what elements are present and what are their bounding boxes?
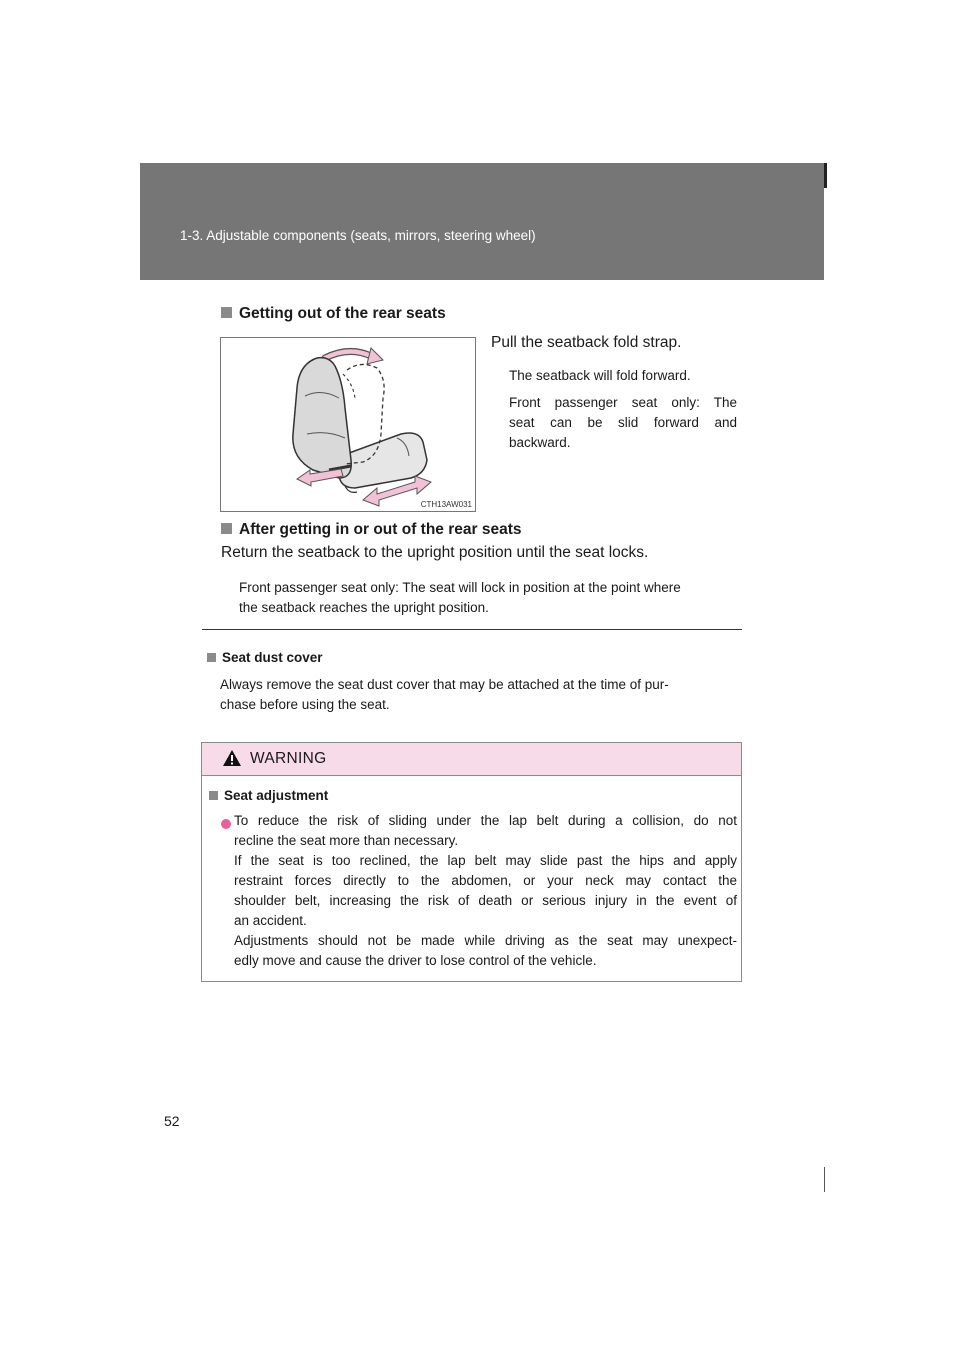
round-bullet-icon <box>221 816 231 834</box>
note-seatback-folds: The seatback will fold forward. <box>509 368 691 383</box>
heading-getting-out: Getting out of the rear seats <box>221 305 446 323</box>
square-bullet-icon <box>209 791 218 800</box>
heading-after-getting-in-out: After getting in or out of the rear seats <box>221 521 521 539</box>
page-number: 52 <box>164 1113 180 1129</box>
dust-cover-text: Always remove the seat dust cover that may be attached at the time of pur- chase before using the seat. <box>220 677 669 712</box>
warning-header <box>202 743 741 776</box>
note-front-passenger-slide: Front passenger seat only: The seat can be slid forward and backward. <box>509 395 737 450</box>
seat-fold-illustration <box>220 337 476 512</box>
square-bullet-icon <box>221 307 232 318</box>
warning-body-text: To reduce the risk of sliding under the lap belt during a collision, do not recline the seat more than necessary. If the seat is too reclined, the lap belt may slide past the hips and apply restraint forces directly to the abdomen, or your neck may contact the shoulder belt, increasing the risk of death or serious injury in the event of an accident. Adjustments should not be made while driving as the seat may unexpect- edly move and cause the driver to lose control of the vehicle. <box>234 813 737 968</box>
section-divider <box>202 629 742 630</box>
warning-triangle-icon <box>222 749 242 767</box>
figure-code: CTH13AW031 <box>420 500 472 509</box>
header-band <box>140 163 824 280</box>
warning-subheading: Seat adjustment <box>209 788 328 803</box>
warning-title: WARNING <box>250 750 327 767</box>
square-bullet-icon <box>221 523 232 534</box>
instruction-pull-strap: Pull the seatback fold strap. <box>491 334 682 351</box>
note-seat-lock: Front passenger seat only: The seat will lock in position at the point where the seatback reaches the upright position. <box>239 580 681 615</box>
header-tab-marker <box>824 163 827 188</box>
seat-fold-drawing <box>221 338 475 511</box>
instruction-return-seatback: Return the seatback to the upright position until the seat locks. <box>221 544 649 561</box>
section-title: 1-3. Adjustable components (seats, mirrors, steering wheel) <box>180 228 536 243</box>
heading-seat-dust-cover: Seat dust cover <box>207 650 323 665</box>
margin-marker <box>824 1167 825 1192</box>
square-bullet-icon <box>207 653 216 662</box>
warning-box <box>201 742 742 982</box>
